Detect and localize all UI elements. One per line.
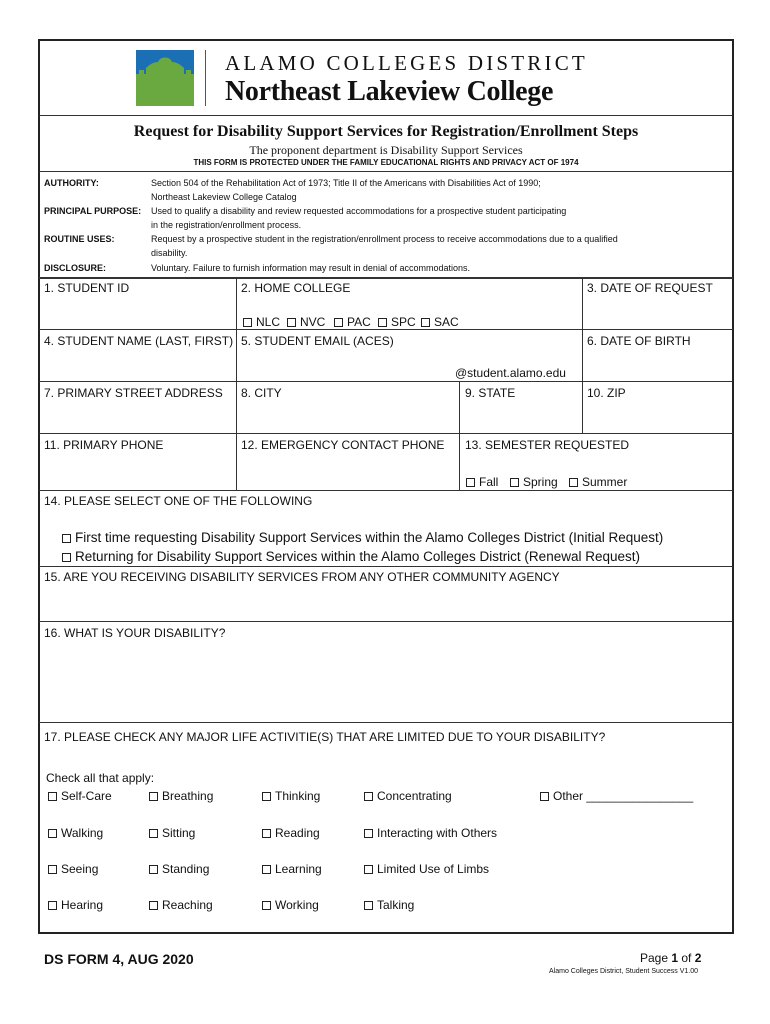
activity-seeing[interactable]: Seeing	[48, 862, 98, 876]
college-option-spc[interactable]: SPC	[378, 315, 416, 329]
home-college-label: 2. HOME COLLEGE	[241, 281, 351, 295]
student-email-label: 5. STUDENT EMAIL (ACES)	[241, 334, 394, 348]
zip-field[interactable]	[584, 401, 732, 432]
semester-option-summer[interactable]: Summer	[569, 475, 627, 489]
renewal-request-option[interactable]: Returning for Disability Support Services within the Alamo Colleges District (Renewal Request)	[62, 549, 640, 564]
semester-option-fall[interactable]: Fall	[466, 475, 498, 489]
grid-col-b	[459, 382, 460, 490]
activity-walking[interactable]: Walking	[48, 826, 103, 840]
street-address-label: 7. PRIMARY STREET ADDRESS	[44, 386, 223, 400]
disclosure-text: Voluntary. Failure to furnish information may result in denial of accommodations.	[151, 263, 470, 273]
activity-standing[interactable]: Standing	[149, 862, 209, 876]
disclosure-label: DISCLOSURE:	[44, 263, 107, 273]
primary-phone-label: 11. PRIMARY PHONE	[44, 438, 164, 452]
checkbox-icon	[540, 792, 549, 801]
emergency-phone-field[interactable]	[238, 453, 457, 489]
activity-reaching[interactable]: Reaching	[149, 898, 213, 912]
checkbox-icon	[510, 478, 519, 487]
college-option-sac[interactable]: SAC	[421, 315, 459, 329]
activity-reading[interactable]: Reading	[262, 826, 320, 840]
activity-talking[interactable]: Talking	[364, 898, 414, 912]
grid-line-row2	[39, 381, 733, 382]
activity-sitting[interactable]: Sitting	[149, 826, 195, 840]
grid-col-c	[582, 278, 583, 434]
check-all-note: Check all that apply:	[46, 771, 155, 785]
checkbox-icon	[48, 901, 57, 910]
authority-text-2: Northeast Lakeview College Catalog	[151, 192, 297, 202]
city-label: 8. CITY	[241, 386, 282, 400]
semester-option-spring[interactable]: Spring	[510, 475, 558, 489]
page-indicator: Page 1 of 2	[640, 951, 702, 965]
header-divider	[39, 115, 733, 116]
primary-phone-field[interactable]	[40, 453, 234, 489]
form-title: Request for Disability Support Services for Registration/Enrollment Steps	[133, 123, 639, 140]
authority-text-1: Section 504 of the Rehabilitation Act of 1973; Title II of the Americans with Disabilities Act of 1990;	[151, 178, 541, 188]
routine-label: ROUTINE USES:	[44, 234, 115, 244]
activity-hearing[interactable]: Hearing	[48, 898, 103, 912]
date-of-request-label: 3. DATE OF REQUEST	[587, 281, 713, 295]
checkbox-icon	[262, 865, 271, 874]
initial-request-option[interactable]: First time requesting Disability Support Services within the Alamo Colleges District (Initial Request)	[62, 530, 663, 545]
checkbox-icon	[149, 792, 158, 801]
ferpa-notice: THIS FORM IS PROTECTED UNDER THE FAMILY EDUCATIONAL RIGHTS AND PRIVACY ACT OF 1974	[193, 158, 579, 167]
date-of-birth-label: 6. DATE OF BIRTH	[587, 334, 691, 348]
checkbox-icon	[149, 901, 158, 910]
checkbox-icon	[466, 478, 475, 487]
district-name: ALAMO COLLEGES DISTRICT	[225, 51, 588, 75]
purpose-text-1: Used to qualify a disability and review requested accommodations for a prospective student participating	[151, 206, 567, 216]
college-option-nlc[interactable]: NLC	[243, 315, 280, 329]
college-name: Northeast Lakeview College	[225, 76, 554, 107]
college-option-nvc[interactable]: NVC	[287, 315, 325, 329]
student-id-label: 1. STUDENT ID	[44, 281, 130, 295]
student-id-field[interactable]	[40, 296, 234, 328]
date-of-request-field[interactable]	[584, 296, 732, 328]
grid-line-row7	[39, 722, 733, 723]
grid-line-row1	[39, 329, 733, 330]
proponent-note: The proponent department is Disability Support Services	[249, 143, 523, 157]
other-agency-field[interactable]	[40, 586, 732, 620]
street-address-field[interactable]	[40, 401, 234, 432]
checkbox-icon	[364, 792, 373, 801]
checkbox-icon	[48, 865, 57, 874]
student-name-label: 4. STUDENT NAME (LAST, FIRST)	[44, 334, 234, 348]
activity-interacting[interactable]: Interacting with Others	[364, 826, 497, 840]
footer-credit: Alamo Colleges District, Student Success V1.00	[549, 968, 699, 975]
college-logo-icon	[136, 50, 194, 106]
routine-text-2: disability.	[151, 248, 188, 258]
state-field[interactable]	[461, 401, 580, 432]
request-type-label: 14. PLEASE SELECT ONE OF THE FOLLOWING	[44, 494, 313, 508]
college-option-pac[interactable]: PAC	[334, 315, 371, 329]
checkbox-icon	[364, 865, 373, 874]
grid-col-a	[236, 278, 237, 490]
grid-line-row4	[39, 490, 733, 491]
state-label: 9. STATE	[465, 386, 516, 400]
activity-self-care[interactable]: Self-Care	[48, 789, 112, 803]
routine-text-1: Request by a prospective student in the registration/enrollment process to receive accommodations due to a qualified	[151, 234, 618, 244]
activity-concentrating[interactable]: Concentrating	[364, 789, 452, 803]
purpose-label: PRINCIPAL PURPOSE:	[44, 206, 142, 216]
authority-label: AUTHORITY:	[44, 178, 99, 188]
activity-limbs[interactable]: Limited Use of Limbs	[364, 862, 489, 876]
checkbox-icon	[364, 901, 373, 910]
form-id: DS FORM 4, AUG 2020	[44, 951, 194, 967]
activity-learning[interactable]: Learning	[262, 862, 322, 876]
checkbox-icon	[48, 829, 57, 838]
checkbox-icon	[378, 318, 387, 327]
checkbox-icon	[364, 829, 373, 838]
checkbox-icon	[149, 865, 158, 874]
activity-breathing[interactable]: Breathing	[149, 789, 213, 803]
checkbox-icon	[334, 318, 343, 327]
email-suffix: @student.alamo.edu	[455, 366, 566, 380]
checkbox-icon	[48, 792, 57, 801]
title-divider	[39, 171, 733, 172]
checkbox-icon	[149, 829, 158, 838]
grid-line-row5	[39, 566, 733, 567]
other-agency-label: 15. ARE YOU RECEIVING DISABILITY SERVICES FROM ANY OTHER COMMUNITY AGENCY	[44, 570, 560, 584]
grid-line-row6	[39, 621, 733, 622]
checkbox-icon	[421, 318, 430, 327]
activity-other[interactable]: Other ________________	[540, 789, 693, 803]
checkbox-icon	[62, 553, 71, 562]
checkbox-icon	[62, 534, 71, 543]
date-of-birth-field[interactable]	[584, 349, 732, 380]
city-field[interactable]	[238, 401, 457, 432]
checkbox-icon	[262, 901, 271, 910]
checkbox-icon	[262, 829, 271, 838]
checkbox-icon	[569, 478, 578, 487]
student-name-field[interactable]	[40, 349, 234, 380]
semester-label: 13. SEMESTER REQUESTED	[465, 438, 630, 452]
zip-label: 10. ZIP	[587, 386, 626, 400]
student-email-field[interactable]	[238, 349, 448, 380]
checkbox-icon	[243, 318, 252, 327]
disability-label: 16. WHAT IS YOUR DISABILITY?	[44, 626, 226, 640]
life-activities-label: 17. PLEASE CHECK ANY MAJOR LIFE ACTIVITIE(S) THAT ARE LIMITED DUE TO YOUR DISABILITY?	[44, 730, 606, 744]
grid-line-top	[39, 277, 733, 279]
disability-field[interactable]	[40, 641, 732, 721]
checkbox-icon	[262, 792, 271, 801]
activity-thinking[interactable]: Thinking	[262, 789, 320, 803]
emergency-phone-label: 12. EMERGENCY CONTACT PHONE	[241, 438, 445, 452]
grid-line-row3	[39, 433, 733, 434]
activity-working[interactable]: Working	[262, 898, 319, 912]
checkbox-icon	[287, 318, 296, 327]
purpose-text-2: in the registration/enrollment process.	[151, 220, 302, 230]
logo-divider	[205, 50, 206, 106]
